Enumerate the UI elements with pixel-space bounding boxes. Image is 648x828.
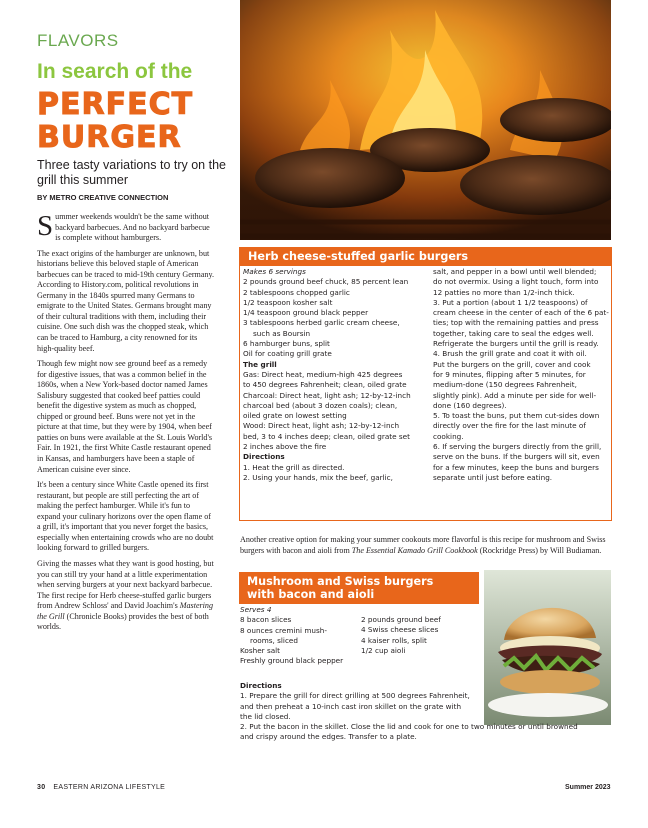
recipe-line: 1. Heat the grill as directed.: [243, 462, 345, 472]
recipe-line: ties; top with the remaining patties and press: [433, 318, 599, 328]
article-paragraph-2: The exact origins of the hamburger are unknown, but historians believe this beloved staple of American barbecues can be traced to mid-19th century Germany. According to History.com, political revolutions in Germany in the 1840s spurred many Germans to emigrate to the United States. Germans brought many of their cultural traditions with them, including their cuisine. One such dish was the chopped steak, which can be traced to Hamburg, a city renowned for its high-quality beef.: [37, 248, 215, 353]
recipe-line: 4 kaiser rolls, split: [361, 635, 427, 645]
article-paragraph-5: [37, 559, 215, 633]
recipe-line: 3. Put a portion (about 1 1/2 teaspoons) of: [433, 297, 588, 307]
headline-line-1: In search of the: [37, 60, 193, 83]
recipe-line: and then preheat a 10-inch cast iron skillet on the grate with: [240, 701, 462, 711]
recipe-line: 2. Put the bacon in the skillet. Close the lid and cook for one to two minutes or until browned: [240, 722, 578, 732]
paragraph-text: ummer weekends wouldn't be the same without backyard barbecues. And no backyard barbecue is complete without hamburgers.: [55, 212, 210, 243]
recipe-line: separate until just before eating.: [433, 472, 553, 482]
recipe-title-mushroom-swiss: [239, 572, 479, 604]
recipe-line: 4 Swiss cheese slices: [361, 625, 439, 635]
recipe-line: charcoal bed (about 3 dozen coals); clean,: [243, 400, 398, 410]
recipe-line: rooms, sliced: [250, 635, 298, 645]
recipe-line: 2 inches above the fire: [243, 442, 327, 452]
intro-text: Another creative option for making your summer cookouts more flavorful is this recipe for mushroom and Swiss burgers with bacon and aioli from: [240, 535, 606, 555]
hero-photo-grilled-burgers: [240, 0, 611, 240]
recipe-line: 12 patties no more than 1/2-inch thick.: [433, 287, 575, 297]
recipe-line: Gas: Direct heat, medium-high 425 degrees: [243, 369, 403, 379]
recipe-line: 2 pounds ground beef chuck, 85 percent lean: [243, 277, 409, 287]
recipe-line: Directions: [243, 452, 285, 462]
publication-name: EASTERN ARIZONA LIFESTYLE: [53, 784, 166, 791]
recipe-line: cooking.: [433, 431, 464, 441]
recipe-line: do not overmix. Using a light touch, form into: [433, 277, 599, 287]
recipe-line: Refrigerate the burgers until the grill is ready.: [433, 339, 599, 349]
recipe-line: 1. Prepare the grill for direct grilling at 500 degrees Fahrenheit,: [240, 691, 470, 701]
recipe-line: 1/2 teaspoon kosher salt: [243, 297, 333, 307]
paragraph-text: Giving the masses what they want is good hosting, but you can still try your hand at a little experimentation when serving burgers at your next backyard barbecue. The first recipe for Herb cheese-stuffed garlic burgers from Andrew Schloss' and David Joachim's: [37, 558, 214, 611]
recipe-line: 5. To toast the buns, put them cut-sides down: [433, 411, 600, 421]
recipe-line: 4. Brush the grill grate and coat it with oil.: [433, 349, 587, 359]
recipe-line: Makes 6 servings: [243, 267, 306, 276]
recipe-line: slightly pink). Add a minute per side for well-: [433, 390, 597, 400]
recipe-line: 1/2 cup aioli: [361, 645, 406, 655]
recipe-line: done (160 degrees).: [433, 400, 507, 410]
recipe-line: 6. If serving the burgers directly from the grill,: [433, 442, 602, 452]
book-title: Mastering the Grill: [37, 601, 214, 621]
recipe-line: 8 ounces cremini mush-: [240, 625, 327, 635]
recipe-line: Charcoal: Direct heat, light ash; 12-by-12-inch: [243, 390, 411, 400]
byline: BY METRO CREATIVE CONNECTION: [37, 193, 169, 202]
recipe-line: 6 hamburger buns, split: [243, 339, 330, 349]
recipe-line: 3 tablespoons herbed garlic cream cheese,: [243, 318, 400, 328]
recipe-title-line: Mushroom and Swiss burgers: [247, 575, 434, 588]
recipe-line: bed, 3 to 4 inches deep; clean, oiled grate set: [243, 431, 410, 441]
recipe-line: serve on the buns. If the burgers will sit, even: [433, 452, 600, 462]
footer-issue: Summer 2023: [565, 784, 611, 791]
page-number: 30: [37, 784, 46, 791]
article-paragraph-3: Though few might now see ground beef as a remedy for digestive issues, that was a common belief in the 1860s, when a New York-based doctor named James Salisbury suggested that cooked beef patties could benefit the digestive system as much as chopped, chipped or ground beef. Buns were not yet in the picture at that time, but they were by 1904, when beef patties on buns were available at the St. Louis World's Fair. In 1921, the first White Castle restaurant opened in Kansas, and hamburgers have been a staple of American cuisine ever since.: [37, 359, 213, 474]
paragraph-text: (Chronicle Books) provides the best of both worlds.: [37, 611, 209, 632]
recipe-line: medium-done (150 degrees Fahrenheit,: [433, 380, 577, 390]
recipe-line: Wood: Direct heat, light ash; 12-by-12-inch: [243, 421, 400, 431]
headline-line-3: BURGER: [37, 120, 182, 155]
recipe-line: 1/4 teaspoon ground black pepper: [243, 308, 369, 318]
headline-line-2: PERFECT: [37, 87, 194, 122]
recipe-2-column-2: [361, 615, 481, 656]
intro-text: (Rockridge Press) by Will Budiaman.: [477, 545, 602, 555]
recipe-line: cream cheese in the center of each of the 6 pat-: [433, 308, 609, 318]
recipe-line: salt, and pepper in a bowl until well blended;: [433, 267, 597, 276]
article-body: [37, 212, 215, 638]
drop-cap: S: [37, 210, 54, 242]
recipe-title-line: with bacon and aioli: [247, 588, 375, 601]
recipe-line: Kosher salt: [240, 646, 281, 656]
recipe-line: oiled grate on lowest setting: [243, 411, 347, 421]
section-label: FLAVORS: [37, 31, 119, 50]
recipe-column-a: [243, 267, 429, 483]
article-paragraph-1: [37, 212, 215, 244]
recipe-2-column-1: [240, 605, 360, 667]
recipe-line: 2 pounds ground beef: [361, 615, 441, 624]
deck: Three tasty variations to try on the grill this summer: [37, 158, 226, 187]
recipe-line: for 9 minutes, flipping after 5 minutes, for: [433, 369, 586, 379]
recipe-line: the lid closed.: [240, 711, 291, 721]
recipe-column-b: [433, 267, 609, 483]
recipe-line: directly over the fire for the last minute of: [433, 421, 586, 431]
directions-heading: Directions: [240, 681, 282, 690]
recipe-2-intro: [240, 535, 612, 556]
recipe-line: 2 tablespoons chopped garlic: [243, 287, 350, 297]
footer-left: [37, 784, 165, 791]
recipe-line: 8 bacon slices: [240, 615, 292, 625]
article-paragraph-4: It's been a century since White Castle opened its first restaurant, but people are still perfecting the art of making the perfect hamburger. While it's fun to expand your culinary horizons over the open flame of a grill, it's important that you never forget the basics, especially when entertaining crowds who are no doubt looking forward to grilled burgers.: [37, 480, 214, 553]
recipe-line: such as Boursin: [253, 328, 311, 338]
recipe-line: 2. Using your hands, mix the beef, garlic,: [243, 472, 393, 482]
recipe-line: Freshly ground black pepper: [240, 656, 344, 666]
recipe-title: Herb cheese-stuffed garlic burgers: [240, 248, 611, 266]
recipe-line: Oil for coating grill grate: [243, 349, 332, 359]
servings: Serves 4: [240, 605, 272, 614]
recipe-line: The grill: [243, 359, 277, 369]
recipe-line: and crispy around the edges. Transfer to a plate.: [240, 732, 417, 742]
recipe-line: to 450 degrees Fahrenheit; clean, oiled grate: [243, 380, 407, 390]
book-title: The Essential Kamado Grill Cookbook: [351, 545, 478, 555]
recipe-line: for a few minutes, keep the buns and burgers: [433, 462, 599, 472]
recipe-line: Put the burgers on the grill, cover and cook: [433, 359, 591, 369]
recipe-line: together, taking care to seal the edges well.: [433, 328, 594, 338]
recipe-2-directions: [240, 681, 612, 743]
recipe-box-herb-cheese: [239, 247, 612, 521]
